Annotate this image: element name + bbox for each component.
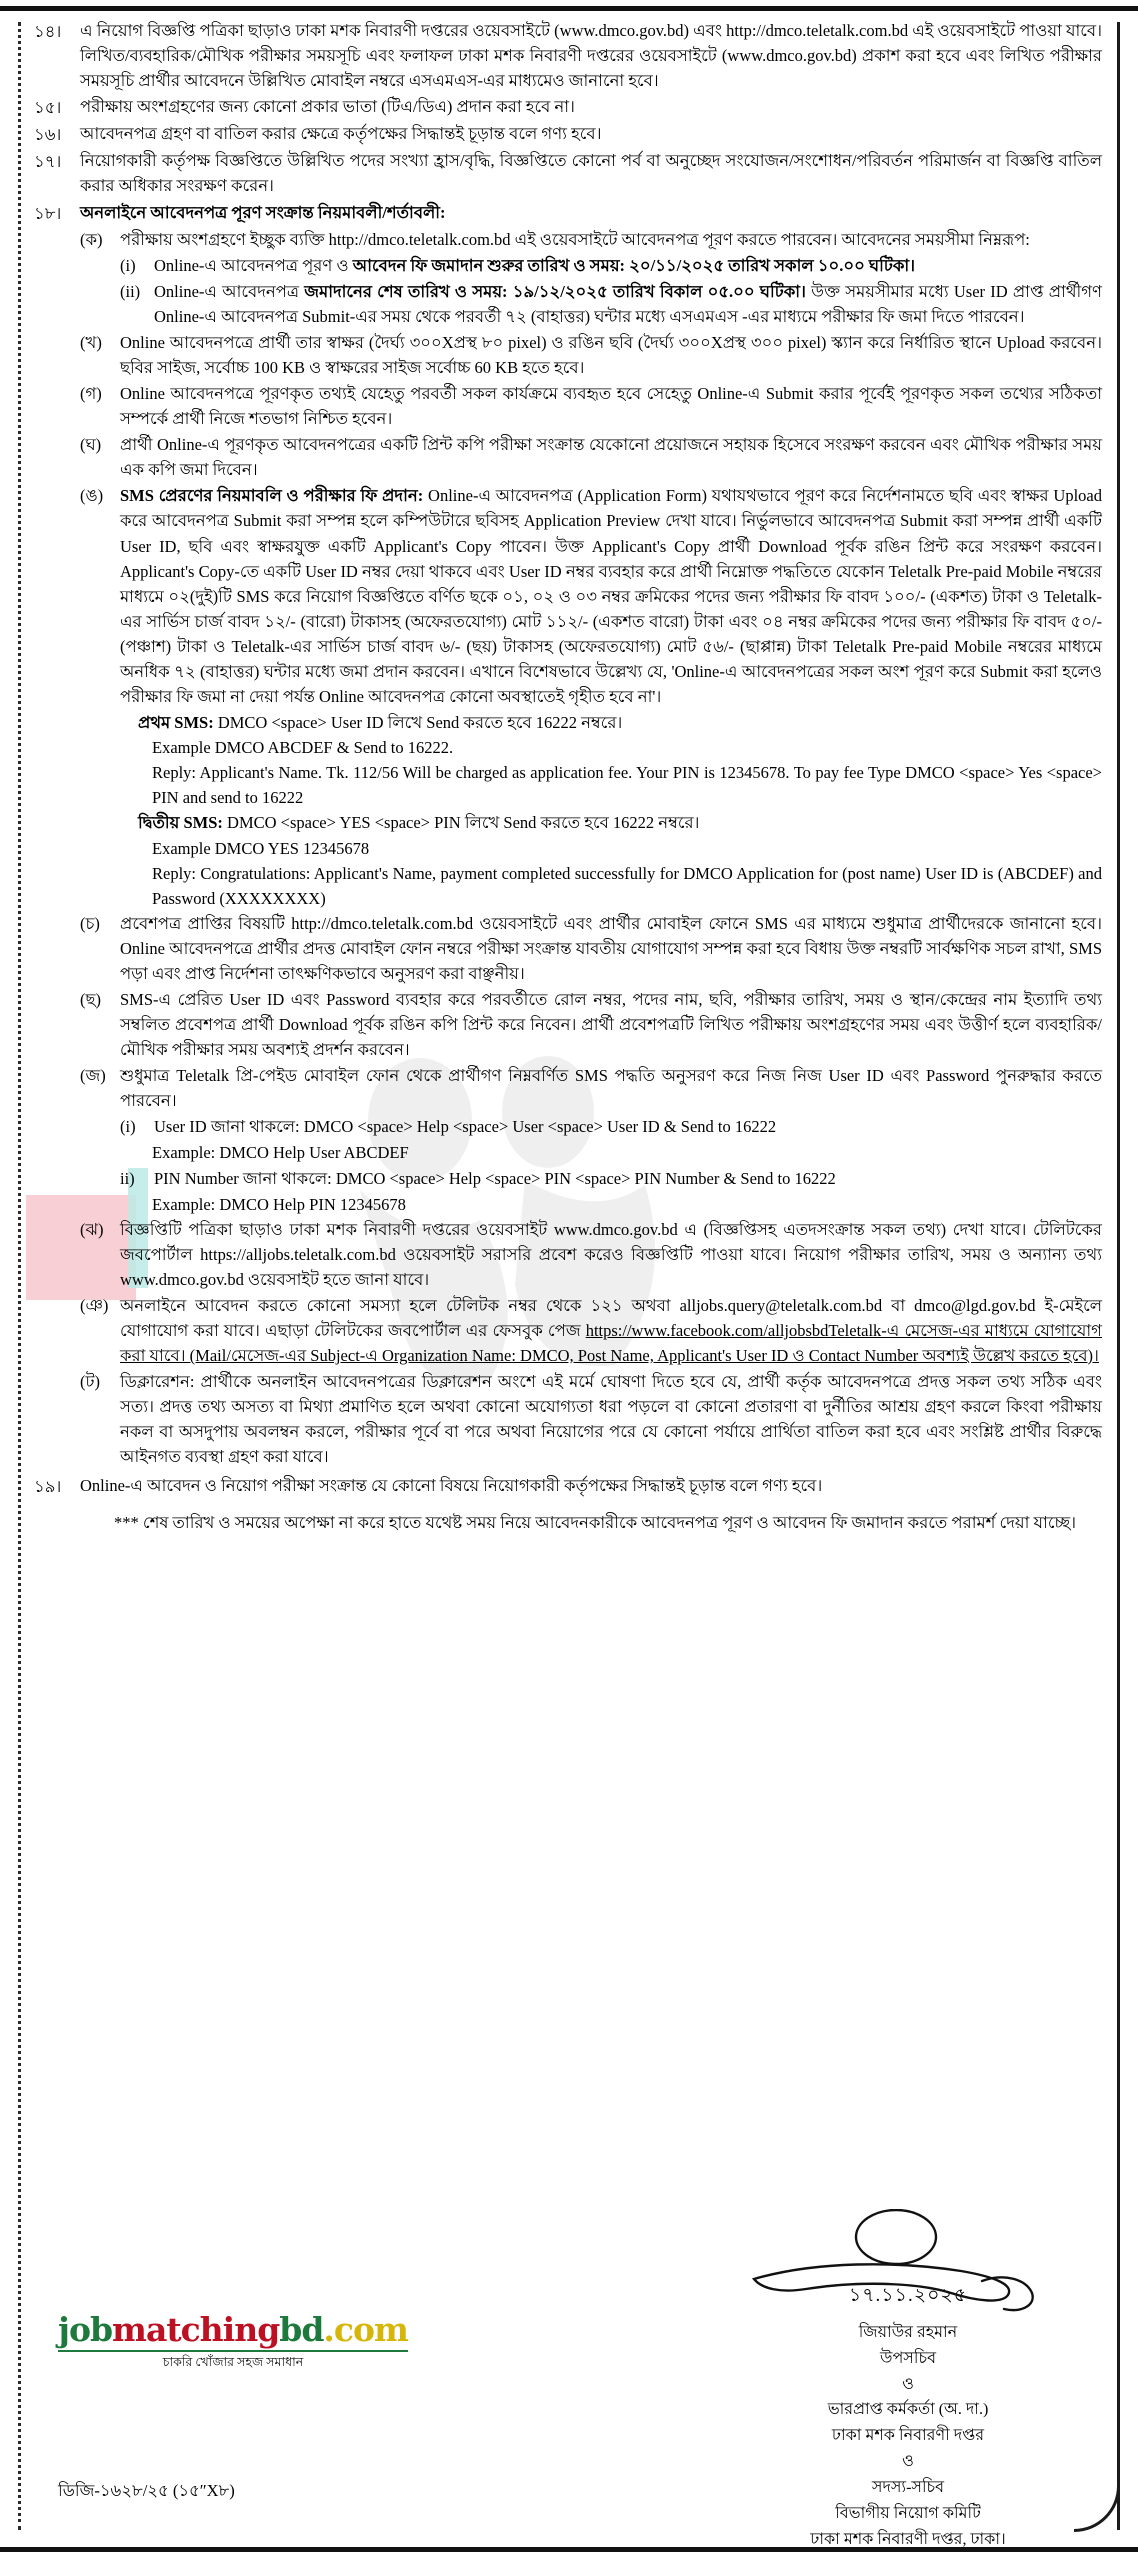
recovery-mark: (i) — [120, 1117, 136, 1137]
sub-item-text: Online আবেদনপত্রে প্রার্থী তার স্বাক্ষর (দৈর্ঘ্য ৩০০Xপ্রস্থ ৮০ pixel) ও রঙিন ছবি (দৈর্ঘ্য ৩০০Xপ্রস্থ ৩০০ pixel) স্ক্যান করে নির্ধারিত স্থানে Upload করবেন। ছবির সাইজ, সর্বোচ্চ 100 KB ও স্বাক্ষরের সাইজ সর্বোচ্চ 60 KB হতে হবে। — [120, 332, 1102, 378]
logo-part-job: job — [58, 2310, 113, 2349]
sub-item-text: প্রার্থী Online-এ পূরণকৃত আবেদনপত্রের একটি প্রিন্ট কপি পরীক্ষা সংক্রান্ত যেকোনো প্রয়োজনে সহায়ক হিসেবে সংরক্ষণ করবেন এবং মৌখিক পরীক্ষার সময় এক কপি জমা দিবেন। — [120, 435, 1102, 480]
document-content — [34, 18, 1102, 1535]
facebook-link[interactable]: https://www.facebook.com/alljobsbdTeletalk-এ মেসেজ-এর মাধ্যমে যোগাযোগ করা যাবে। (Mail/মেসেজ-এর Subject-এ Organization Name: DMCO, Post Name, Applicant's User ID ও Contact Number অবশ্যই উল্লেখ করতে হবে)। — [120, 1320, 1102, 1366]
signatory-committee: বিভাগীয় নিয়োগ কমিটি — [835, 2505, 981, 2523]
clause-row — [34, 18, 1102, 93]
page-right-rule — [1117, 22, 1120, 2530]
sms-step-instruction: DMCO <space> User ID লিখে Send করতে হবে 16222 নম্বরে। — [213, 713, 623, 733]
sub-item — [80, 432, 1102, 482]
sub-item — [80, 1217, 1102, 1292]
deadline-item — [120, 253, 1102, 278]
sms-step-example: Example DMCO ABCDEF & Send to 16222. — [152, 738, 454, 758]
deadline-suffix: উক্ত সময়সীমার মধ্যে User ID প্রাপ্ত প্রার্থীগণ Online-এ আবেদনপত্র Submit-এর সময় থেকে পরবর্তী ৭২ (বাহাত্তর) ঘন্টার মধ্যে এসএমএস -এর মাধ্যমে পরীক্ষার ফি জমা দিতে পারবেন। — [154, 281, 1103, 326]
sub-item-text: বিজ্ঞপ্তিটি পত্রিকা ছাড়াও ঢাকা মশক নিবারণী দপ্তরের ওয়েবসাইট www.dmco.gov.bd এ (বিজ্ঞপ্তিসহ এতদসংক্রান্ত সকল তথ্য) দেখা যাবে। টেলিটকের জবপোর্টাল https://alljobs.teletalk.com.bd ওয়েবসাইট সরাসরি প্রবেশ করেও বিজ্ঞপ্তিটি পাওয়া যাবে। নিয়োগ পরীক্ষার তারিখ, সময় ও অন্যান্য তথ্য www.dmco.gov.bd ওয়েবসাইট হতে জানা যাবে। — [120, 1219, 1102, 1289]
clause-text: আবেদনপত্র গ্রহণ বা বাতিল করার ক্ষেত্রে কর্তৃপক্ষের সিদ্ধান্তই চূড়ান্ত বলে গণ্য হবে। — [80, 124, 602, 144]
page-corner-arc — [1074, 2486, 1120, 2532]
sub-item — [80, 1063, 1102, 1113]
signatory-office-1: ঢাকা মশক নিবারণী দপ্তর — [831, 2427, 985, 2445]
sub-item — [80, 330, 1102, 380]
signatory-designation-2: ভারপ্রাপ্ত কর্মকর্তা (অ. দা.) — [827, 2401, 989, 2419]
sub-item-mark: (জ) — [80, 1066, 106, 1086]
sub-item-text: পরীক্ষায় অংশগ্রহণে ইচ্ছুক ব্যক্তি http://dmco.teletalk.com.bd এই ওয়েবসাইটে আবেদনপত্র পূরণ করতে পারবেন। আবেদনের সময়সীমা নিম্নরূপ: — [120, 229, 1030, 249]
signature-conjunction-1: ও — [902, 2375, 914, 2393]
signature-conjunction-2: ও — [902, 2453, 914, 2471]
sub-item-mark: (ট) — [80, 1372, 100, 1392]
sub-item-mark: (খ) — [80, 332, 102, 352]
contact-text: অনলাইনে আবেদন করতে কোনো সমস্যা হলে টেলিটক নম্বর থেকে ১২১ অথবা alljobs.query@teletalk.com.bd বা dmco@lgd.gov.bd ই-মেইলে যোগাযোগ করা যাবে। এছাড়া টেলিটকের জবপোর্টাল এর ফেসবুক পেজ — [120, 1295, 1102, 1340]
sub-item-text: প্রবেশপত্র প্রাপ্তির বিষয়টি http://dmco.teletalk.com.bd ওয়েবসাইটে এবং প্রার্থীর মোবাইল ফোনে SMS এর মাধ্যমে শুধুমাত্র প্রার্থীদেরকে জানানো হবে। Online আবেদনপত্রে প্রার্থীর প্রদত্ত মোবাইল ফোন নম্বরে পরীক্ষা সংক্রান্ত যাবতীয় যোগাযোগ সম্পন্ন করা হবে বিধায় উক্ত নম্বরটি সার্বক্ষণিক সচল রাখা, SMS পড়া এবং প্রাপ্ত নির্দেশনা তাৎক্ষণিকভাবে অনুসরণ করা বাঞ্ছনীয়। — [120, 913, 1102, 983]
clause-number: ১৬। — [34, 125, 62, 145]
clause-row — [34, 1473, 1102, 1499]
sub-item — [80, 227, 1102, 252]
recovery-item — [120, 1166, 1102, 1191]
clause-text: পরীক্ষায় অংশগ্রহণের জন্য কোনো প্রকার ভাতা (টিএ/ডিএ) প্রদান করা হবে না। — [80, 97, 575, 117]
sms-step-label: প্রথম SMS: — [138, 713, 214, 733]
deadline-prefix: Online-এ আবেদনপত্র পূরণ ও — [154, 255, 353, 275]
sub-item-mark: (ঝ) — [80, 1219, 104, 1239]
signature-date: ১৭.১১.২০২৫ — [848, 2285, 968, 2306]
sms-step-instruction: DMCO <space> YES <space> PIN লিখে Send করতে হবে 16222 নম্বরে। — [222, 813, 700, 833]
clause-number: ১৯। — [34, 1477, 62, 1497]
recovery-text: User ID জানা থাকলে: DMCO <space> Help <space> User <space> User ID & Send to 16222 — [154, 1117, 777, 1137]
sms-rules-item — [80, 483, 1102, 709]
clause-18-row — [34, 200, 1102, 226]
clause-number: ১৫। — [34, 98, 62, 118]
sub-item-mark: (ছ) — [80, 989, 101, 1009]
deadline-mark: (i) — [120, 255, 136, 275]
sub-item-mark: (ঘ) — [80, 435, 102, 455]
signatory-designation-1: উপসচিব — [879, 2349, 936, 2367]
sub-item-contact — [80, 1293, 1102, 1368]
clause-text: Online-এ আবেদন ও নিয়োগ পরীক্ষা সংক্রান্ত যে কোনো বিষয়ে নিয়োগকারী কর্তৃপক্ষের সিদ্ধান্তই চূড়ান্ত বলে গণ্য হবে। — [80, 1476, 823, 1496]
sub-item — [80, 381, 1102, 431]
signature-block — [738, 2215, 1078, 2553]
sms-step-label: দ্বিতীয় SMS: — [138, 813, 223, 833]
sub-item — [80, 1369, 1102, 1469]
clause-row — [34, 121, 1102, 147]
sub-item-mark: (ঙ) — [80, 486, 104, 506]
clause-text: এ নিয়োগ বিজ্ঞপ্তি পত্রিকা ছাড়াও ঢাকা মশক নিবারণী দপ্তরের ওয়েবসাইটে (www.dmco.gov.bd) এবং http://dmco.teletalk.com.bd এই ওয়েবসাইটে পাওয়া যাবে। লিখিত/ব্যবহারিক/মৌখিক পরীক্ষার সময়সূচি এবং ফলাফল ঢাকা মশক নিবারণী দপ্তরের ওয়েবসাইটে (www.dmco.gov.bd) প্রকাশ করা হবে এবং লিখিত পরীক্ষার সময়সূচি প্রার্থীর আবেদনে উল্লিখিত মোবাইল নম্বরে এসএমএস-এর মাধ্যমেও জানানো হবে। — [80, 21, 1102, 91]
sms-step-second — [138, 810, 1102, 835]
recovery-item — [120, 1114, 1102, 1139]
recovery-example: Example: DMCO Help PIN 12345678 — [152, 1194, 406, 1214]
clause-number: ১৪। — [34, 22, 62, 41]
sms-rules-text: Online-এ আবেদনপত্র (Application Form) যথাযথভাবে পূরণ করে নির্দেশনামতে ছবি এবং স্বাক্ষর Upload করে আবেদনপত্র Submit করা সম্পন্ন হলে কম্পিউটারে ছবিসহ Application Preview দেখা যাবে। নির্ভুলভাবে আবেদনপত্র Submit করা সম্পন্ন প্রার্থী একটি User ID, ছবি এবং স্বাক্ষরযুক্ত একটি Applicant's Copy পাবেন। উক্ত Applicant's Copy প্রার্থী Download পূর্বক রঙিন প্রিন্ট করে সংরক্ষণ করবেন। Applicant's Copy-তে একটি User ID নম্বর দেয়া থাকবে এবং User ID নম্বর ব্যবহার করে প্রার্থী নিম্নোক্ত পদ্ধতিতে যেকোন Teletalk Pre-paid Mobile নম্বরের মাধ্যমে ০২(দুই)টি SMS করে নিয়োগ বিজ্ঞপ্তিতে বর্ণিত ছকে ০১, ০২ ও ০৩ নম্বর ক্রমিকের পদের জন্য পরীক্ষার ফি বাবদ ১০০/- (একশত) টাকা ও Teletalk-এর সার্ভিস চার্জ বাবদ ১২/- (বারো) টাকাসহ (অফেরতযোগ্য) মোট ১১২/- (একশত বারো) টাকা এবং ০৪ নম্বর ক্রমিকের পদের জন্য পরীক্ষার ফি বাবদ ৫০/- (পঞ্চাশ) টাকা ও Teletalk-এর সার্ভিস চার্জ বাবদ ৬/- (ছয়) টাকাসহ (অফেরতযোগ্য) মোট ৫৬/- (ছাপ্পান্ন) টাকা Teletalk Pre-paid Mobile নম্বরের মাধ্যমে অনধিক ৭২ (বাহাত্তর) ঘন্টার মধ্যে জমা প্রদান করবেন। এখানে বিশেষভাবে উল্লেখ্য যে, 'Online-এ আবেদনপত্রের সকল অংশ পূরণ করে Submit করা হলেও পরীক্ষার ফি জমা না দেয়া পর্যন্ত Online আবেদনপত্র কোনো অবস্থাতেই গৃহীত হবে না'। — [120, 486, 1102, 707]
clause-row — [34, 94, 1102, 120]
logo-part-matching: matching — [112, 2310, 280, 2349]
deadline-prefix: Online-এ আবেদনপত্র — [154, 281, 305, 301]
clause-row — [34, 148, 1102, 198]
sms-rules-heading: SMS প্রেরণের নিয়মাবলি ও পরীক্ষার ফি প্রদান: — [120, 486, 424, 506]
clause-number: ১৮। — [34, 203, 62, 223]
recovery-example: Example: DMCO Help User ABCDEF — [152, 1143, 409, 1163]
advisory-note: *** শেষ তারিখ ও সময়ের অপেক্ষা না করে হাতে যথেষ্ট সময় নিয়ে আবেদনকারীকে আবেদনপত্র পূরণ ও আবেদন ফি জমাদান করতে পরামর্শ দেয়া যাচ্ছে। — [114, 1512, 1076, 1532]
sub-item-mark: (ক) — [80, 229, 103, 249]
logo-part-bd: bd — [279, 2310, 324, 2349]
clause-18-heading: অনলাইনে আবেদনপত্র পূরণ সংক্রান্ত নিয়মাবলী/শর্তাবলী: — [80, 202, 446, 222]
document-reference: ডিজি-১৬২৮/২৫ (১৫″X৮) — [58, 2481, 235, 2500]
sub-item-mark: (চ) — [80, 913, 100, 933]
sub-item — [80, 911, 1102, 986]
recovery-text: PIN Number জানা থাকলে: DMCO <space> Help <space> PIN <space> PIN Number & Send to 16222 — [154, 1168, 836, 1188]
sms-step-reply: Reply: Congratulations: Applicant's Name, payment completed successfully for DMCO Application for (post name) User ID is (ABCDEF) and Password (XXXXXXXX) — [152, 863, 1102, 908]
signatory-name: জিয়াউর রহমান — [858, 2323, 958, 2341]
sub-item-text: SMS-এ প্রেরিত User ID এবং Password ব্যবহার করে পরবর্তীতে রোল নম্বর, পদের নাম, ছবি, পরীক্ষার তারিখ, সময় ও স্থান/কেন্দ্রের নাম ইত্যাদি তথ্য সম্বলিত প্রবেশপত্র প্রার্থী Download পূর্বক রঙিন কপি প্রিন্ট করে নিবেন। প্রার্থী প্রবেশপত্রটি লিখিত পরীক্ষায় অংশগ্রহণের সময় এবং উত্তীর্ণ হলে ব্যবহারিক/মৌখিক পরীক্ষার সময় অবশ্যই প্রদর্শন করবেন। — [120, 989, 1102, 1060]
recovery-mark: ii) — [120, 1168, 135, 1188]
signatory-designation-3: সদস্য-সচিব — [871, 2479, 945, 2497]
handwritten-signature — [738, 2215, 1078, 2307]
logo-part-com: .com — [323, 2310, 408, 2349]
sub-item-mark: (গ) — [80, 384, 102, 404]
signatory-office-2: ঢাকা মশক নিবারণী দপ্তর, ঢাকা। — [810, 2531, 1006, 2549]
sms-step-example: Example DMCO YES 12345678 — [152, 838, 370, 858]
page-left-dotted-rule — [18, 22, 21, 2530]
logo-tagline: চাকরি খোঁজার সহজ সমাধান — [58, 2350, 408, 2374]
sms-step-first — [138, 710, 1102, 735]
deadline-mark: (ii) — [120, 281, 141, 301]
sub-item-text: Online আবেদনপত্রে পূরণকৃত তথ্যই যেহেতু পরবর্তী সকল কার্যক্রমে ব্যবহৃত হবে সেহেতু Online-এ Submit করার পূর্বেই পূরণকৃত সকল তথ্যের সঠিকতা সম্পর্কে প্রার্থী নিজে শতভাগ নিশ্চিত হবেন। — [120, 384, 1102, 429]
jobmatchingbd-logo — [58, 2310, 408, 2374]
clause-text: নিয়োগকারী কর্তৃপক্ষ বিজ্ঞপ্তিতে উল্লিখিত পদের সংখ্যা হ্রাস/বৃদ্ধি, বিজ্ঞপ্তিতে কোনো পর্ব বা অনুচ্ছেদ সংযোজন/সংশোধন/পরিবর্তন পরিমার্জন বা বিজ্ঞপ্তি বাতিল করার অধিকার সংরক্ষণ করেন। — [80, 151, 1102, 196]
sub-item-text: শুধুমাত্র Teletalk প্রি-পেইড মোবাইল ফোন থেকে প্রার্থীগণ নিম্নবর্ণিত SMS পদ্ধতি অনুসরণ করে নিজ নিজ User ID এবং Password পুনরুদ্ধার করতে পারবেন। — [120, 1066, 1102, 1111]
deadline-bold: জমাদানের শেষ তারিখ ও সময়: ১৯/১২/২০২৫ তারিখ বিকাল ০৫.০০ ঘটিকা। — [304, 281, 806, 301]
deadline-item — [120, 279, 1102, 329]
sms-step-reply: Reply: Applicant's Name. Tk. 112/56 Will be charged as application fee. Your PIN is 12345678. To pay fee Type DMCO <space> Yes <space> PIN and send to 16222 — [152, 763, 1102, 808]
deadline-bold: আবেদন ফি জমাদান শুরুর তারিখ ও সময়: ২০/১১/২০২৫ তারিখ সকাল ১০.০০ ঘটিকা। — [352, 255, 916, 275]
sub-item — [80, 987, 1102, 1062]
sub-item-text: ডিক্লারেশন: প্রার্থীকে অনলাইন আবেদনপত্রের ডিক্লারেশন অংশে এই মর্মে ঘোষণা দিতে হবে যে, প্রার্থী কর্তৃক আবেদনপত্রে প্রদত্ত সকল তথ্য সঠিক এবং সত্য। প্রদত্ত তথ্য অসত্য বা মিথ্যা প্রমাণিত হলে অথবা কোনো অযোগ্যতা ধরা পড়লে বা কোনো প্রতারণা বা দুর্নীতির আশ্রয় গ্রহণ করলে কিংবা পরীক্ষায় নকল বা অসদুপায় অবলম্বন করলে, পরীক্ষার পূর্বে বা পরে অথবা নিয়োগের পরে যে কোনো পর্যায়ে প্রার্থিতা বাতিল করা হবে এবং সংশ্লিষ্ট প্রার্থীর বিরুদ্ধে আইনগত ব্যবস্থা গ্রহণ করা যাবে। — [120, 1372, 1102, 1467]
clause-number: ১৭। — [34, 152, 62, 172]
sub-item-mark: (ঞ) — [80, 1295, 109, 1315]
page-top-rule — [0, 6, 1138, 11]
